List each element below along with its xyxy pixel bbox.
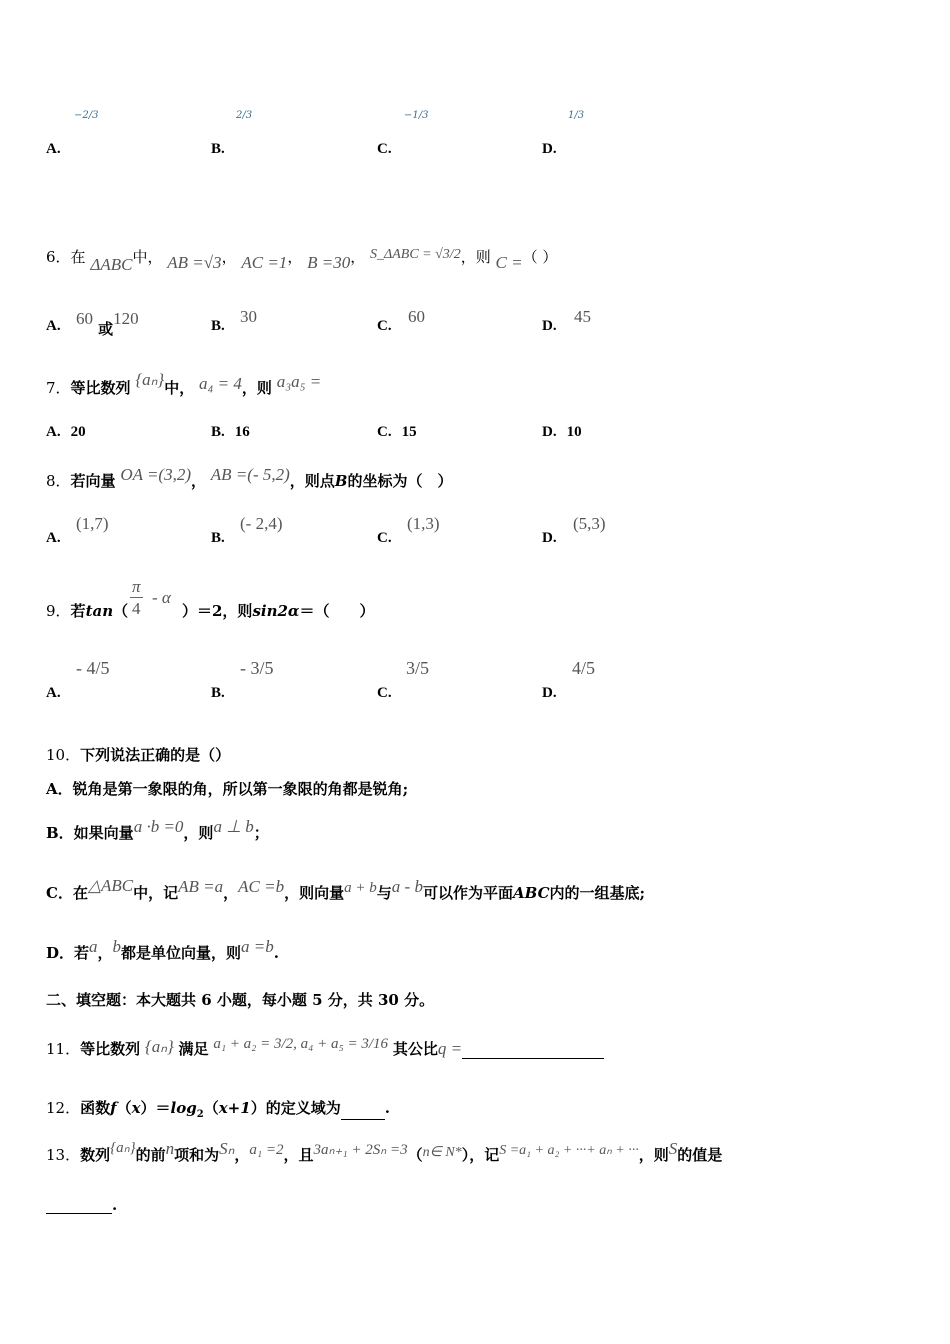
- q5-option-a-value: [74, 110, 98, 121]
- q8-text-a: 若向量: [70, 472, 116, 490]
- question-6: [46, 246, 558, 274]
- q9-sin: sin2α: [252, 602, 300, 620]
- q6-text-e: ，: [350, 248, 366, 266]
- q13-s: S: [668, 1139, 678, 1158]
- q7-seq: {aₙ}: [135, 370, 165, 389]
- q13-number: 13．: [46, 1146, 81, 1164]
- q8-option-a-value: (1,7): [76, 514, 109, 533]
- q5-option-a-label: A.: [46, 141, 61, 157]
- q9-option-b-label: B.: [211, 685, 225, 701]
- q10-c-text-f: 可以作为平面: [422, 884, 513, 902]
- q7-text-a: 等比数列: [70, 379, 131, 397]
- q12-text-c: ）＝: [140, 1099, 171, 1117]
- q9-number: 9．: [46, 602, 71, 620]
- question-9-stem: [46, 600, 128, 621]
- q11-number: 11．: [46, 1040, 81, 1058]
- q13-seq: {aₙ}: [110, 1140, 136, 1156]
- q6-area: S_ΔABC = √3/2: [370, 247, 461, 262]
- q7-option-c-value: 15: [401, 424, 417, 440]
- q10-d-text-a: D．若: [46, 944, 90, 962]
- q10-c-math-1: △ABC: [87, 876, 134, 895]
- q10-c-text-h: 内的一组基底;: [549, 884, 646, 902]
- q6-text-c: ，: [221, 248, 237, 266]
- q5-option-a-fraction: −2/3: [74, 110, 99, 121]
- q6-option-b-label: B.: [211, 318, 225, 334]
- question-10-stem: [46, 744, 230, 765]
- question-7: [46, 370, 322, 398]
- q9-option-d-label: D.: [542, 685, 557, 701]
- q7-option-b-value: 16: [234, 424, 250, 440]
- q6-option-c-label: C.: [377, 318, 392, 334]
- q12-text-b: （: [116, 1099, 132, 1117]
- q6-number: 6．: [46, 248, 71, 266]
- q11-q: q =: [437, 1039, 463, 1058]
- q7-option-b: [211, 424, 250, 441]
- q7-option-a-label: A.: [46, 424, 61, 440]
- q13-recurrence: 3aₙ₊₁ + 2Sₙ =3: [313, 1142, 408, 1158]
- q9-option-a-label: A.: [46, 685, 61, 701]
- q9-option-d-value: 4/5: [572, 658, 596, 678]
- q6-c: C =: [495, 253, 523, 272]
- q11-text-c: 其公比: [392, 1040, 438, 1058]
- q8-text-e: 的坐标为（ ）: [347, 472, 453, 490]
- q6-triangle: ΔABC: [90, 255, 133, 274]
- q9-fraction: [130, 578, 143, 617]
- q6-angle-b: B =30: [307, 253, 351, 272]
- q13-sn: Sₙ: [219, 1139, 235, 1158]
- q6-text-g: （ ）: [522, 248, 558, 266]
- q12-text-a: 函数: [80, 1099, 111, 1117]
- q6-option-a-v2: 120: [113, 309, 139, 328]
- q6-option-a-or: 或: [98, 320, 114, 338]
- q5-option-d-value: [568, 110, 584, 121]
- q13-a1: a₁ =2: [249, 1142, 284, 1158]
- q10-c-text-a: C．在: [46, 884, 88, 902]
- q5-option-c-value: [404, 110, 428, 121]
- q11-seq: {aₙ}: [144, 1037, 174, 1056]
- q6-option-a-label: A.: [46, 318, 61, 334]
- q7-option-d-label: D.: [542, 424, 557, 440]
- q8-option-c-label: C.: [377, 530, 392, 546]
- q7-option-a: [46, 424, 86, 441]
- q9-minus-alpha: - α: [152, 588, 171, 607]
- q7-option-b-label: B.: [211, 424, 225, 440]
- q10-text: 下列说法正确的是（）: [80, 746, 231, 764]
- q7-text-b: 中，: [164, 379, 195, 397]
- q8-text-c: ，则点: [289, 472, 335, 490]
- q9-option-b-value: - 3/5: [240, 658, 274, 678]
- q9-text-b: （: [113, 602, 129, 620]
- q13-text-b: 的前: [135, 1146, 166, 1164]
- q7-text-c: ，则: [241, 379, 272, 397]
- q11-text-a: 等比数列: [80, 1040, 141, 1058]
- q11-answer-blank[interactable]: [462, 1058, 604, 1059]
- q13-text-f: （: [407, 1146, 423, 1164]
- q10-option-a: A．锐角是第一象限的角，所以第一象限的角都是锐角;: [46, 780, 409, 798]
- q8-point-b: B: [334, 472, 348, 490]
- q12-x: x: [131, 1099, 141, 1117]
- q10-b-text-c: ；: [253, 824, 269, 842]
- q13-text-g: ），记: [461, 1146, 500, 1164]
- q7-option-a-value: 20: [70, 424, 86, 440]
- q13-n: n: [165, 1139, 175, 1158]
- q6-text-f: ，则: [460, 248, 491, 266]
- q10-c-math-2: AB =a: [178, 877, 224, 896]
- q5-option-c-fraction: −1/3: [404, 110, 429, 121]
- q13-sum: S =a₁ + a₂ + ···+ aₙ + ···: [499, 1143, 639, 1158]
- q10-c-text-c: ，: [223, 884, 239, 902]
- q5-option-b-value: [236, 110, 252, 121]
- q13-text-d: ，: [234, 1146, 250, 1164]
- q6-ab: AB =√3: [167, 253, 222, 272]
- q10-number: 10．: [46, 746, 81, 764]
- q6-text-d: ，: [287, 248, 303, 266]
- q6-option-c-value: 60: [408, 307, 425, 326]
- q10-d-text-b: ，: [97, 944, 113, 962]
- q9-option-c-value: 3/5: [406, 658, 430, 678]
- q10-c-text-e: 与: [376, 884, 392, 902]
- q10-d-text-d: .: [273, 944, 280, 962]
- q12-log-base: 2: [196, 1109, 204, 1120]
- q8-option-b-value: (- 2,4): [240, 514, 283, 533]
- q12-log: log: [170, 1099, 197, 1117]
- q7-option-c: [377, 424, 417, 441]
- q13-text-i: 的值是: [677, 1146, 723, 1164]
- q10-c-text-d: ，则向量: [284, 884, 345, 902]
- q13-text-h: ，则: [638, 1146, 669, 1164]
- question-11: [46, 1038, 604, 1059]
- q11-text-b: 满足: [178, 1040, 209, 1058]
- q8-text-b: ，: [191, 472, 207, 490]
- q6-ac: AC =1: [241, 253, 288, 272]
- q7-number: 7．: [46, 379, 71, 397]
- q9-option-c-label: C.: [377, 685, 392, 701]
- q8-option-a-label: A.: [46, 530, 61, 546]
- q9-text-a: 若: [70, 602, 86, 620]
- q13-end: .: [112, 1196, 118, 1214]
- q6-option-a-value: [76, 308, 139, 338]
- q10-option-b: [46, 817, 269, 843]
- q6-text-b: 中，: [132, 248, 163, 266]
- q13-answer-blank[interactable]: [46, 1213, 112, 1214]
- q9-pi: π: [132, 577, 141, 596]
- q9-text-d: ＝（ ）: [299, 602, 375, 620]
- q9-four: 4: [132, 599, 141, 618]
- q8-option-d-label: D.: [542, 530, 557, 546]
- q8-ab: AB =(- 5,2): [210, 465, 290, 484]
- q8-oa: OA =(3,2): [120, 465, 191, 484]
- q6-option-b-value: 30: [240, 307, 257, 326]
- q10-c-text-b: 中，记: [133, 884, 179, 902]
- q5-option-c-label: C.: [377, 141, 392, 157]
- q12-number: 12．: [46, 1099, 81, 1117]
- q10-b-math-1: a ·b =0: [133, 817, 184, 836]
- q7-option-c-label: C.: [377, 424, 392, 440]
- q6-option-d-label: D.: [542, 318, 557, 334]
- q10-d-math-2: b: [112, 937, 122, 956]
- section-2-heading: 二、填空题：本大题共 6 小题，每小题 5 分，共 30 分。: [46, 991, 435, 1009]
- question-8: [46, 465, 453, 491]
- q12-text-d: （: [203, 1099, 219, 1117]
- q5-option-b-label: B.: [211, 141, 225, 157]
- q9-pi-over-4: [130, 578, 143, 617]
- q13-n-in-n: n∈ N*: [422, 1145, 462, 1160]
- question-9-tail: [182, 600, 374, 621]
- q10-c-abc: ABC: [512, 884, 550, 902]
- q10-b-text-b: ，则: [183, 824, 214, 842]
- q10-c-math-3: AC =b: [238, 877, 285, 896]
- q12-end: .: [384, 1099, 390, 1117]
- q7-a4: a₄ = 4: [199, 374, 242, 393]
- q7-product: a₃a₅ =: [276, 372, 322, 391]
- q12-answer-blank[interactable]: [341, 1119, 385, 1120]
- q10-b-math-2: a ⊥ b: [213, 817, 254, 836]
- q10-d-math-3: a =b: [241, 937, 274, 956]
- q13-text-e: ，且: [283, 1146, 314, 1164]
- q9-text-c: ）＝2，则: [182, 602, 253, 620]
- q7-option-d-value: 10: [566, 424, 582, 440]
- q5-option-d-label: D.: [542, 141, 557, 157]
- q13-text-c: 项和为: [174, 1146, 220, 1164]
- q10-d-math-1: a: [89, 937, 98, 956]
- q10-option-c: [46, 876, 646, 903]
- question-13: [46, 1139, 723, 1165]
- q10-c-math-5: a - b: [391, 877, 423, 896]
- q12-f: f: [110, 1099, 117, 1117]
- question-12: [46, 1097, 390, 1120]
- q8-number: 8．: [46, 472, 71, 490]
- q8-option-b-label: B.: [211, 530, 225, 546]
- q13-answer-line: [46, 1196, 117, 1214]
- q12-text-e: ）的定义域为: [250, 1099, 341, 1117]
- q8-option-d-value: (5,3): [573, 514, 606, 533]
- q10-d-text-c: 都是单位向量，则: [121, 944, 242, 962]
- q11-expression: a₁ + a₂ = 3/2, a₄ + a₅ = 3/16: [213, 1036, 389, 1052]
- q7-option-d: [542, 424, 582, 441]
- q8-option-c-value: (1,3): [407, 514, 440, 533]
- q9-tan: tan: [85, 602, 114, 620]
- q10-c-math-4: a + b: [344, 880, 377, 896]
- q12-x-plus-1: x+1: [218, 1099, 251, 1117]
- q6-option-d-value: 45: [574, 307, 591, 326]
- q6-option-a-v1: 60: [76, 309, 93, 328]
- q10-b-text-a: B．如果向量: [46, 824, 134, 842]
- q10-option-d: [46, 937, 280, 963]
- q5-option-b-fraction: 2/3: [236, 110, 253, 121]
- q9-option-a-value: - 4/5: [76, 658, 110, 678]
- q6-text-a: 在: [70, 248, 86, 266]
- q5-option-d-fraction: 1/3: [568, 110, 585, 121]
- q13-text-a: 数列: [80, 1146, 111, 1164]
